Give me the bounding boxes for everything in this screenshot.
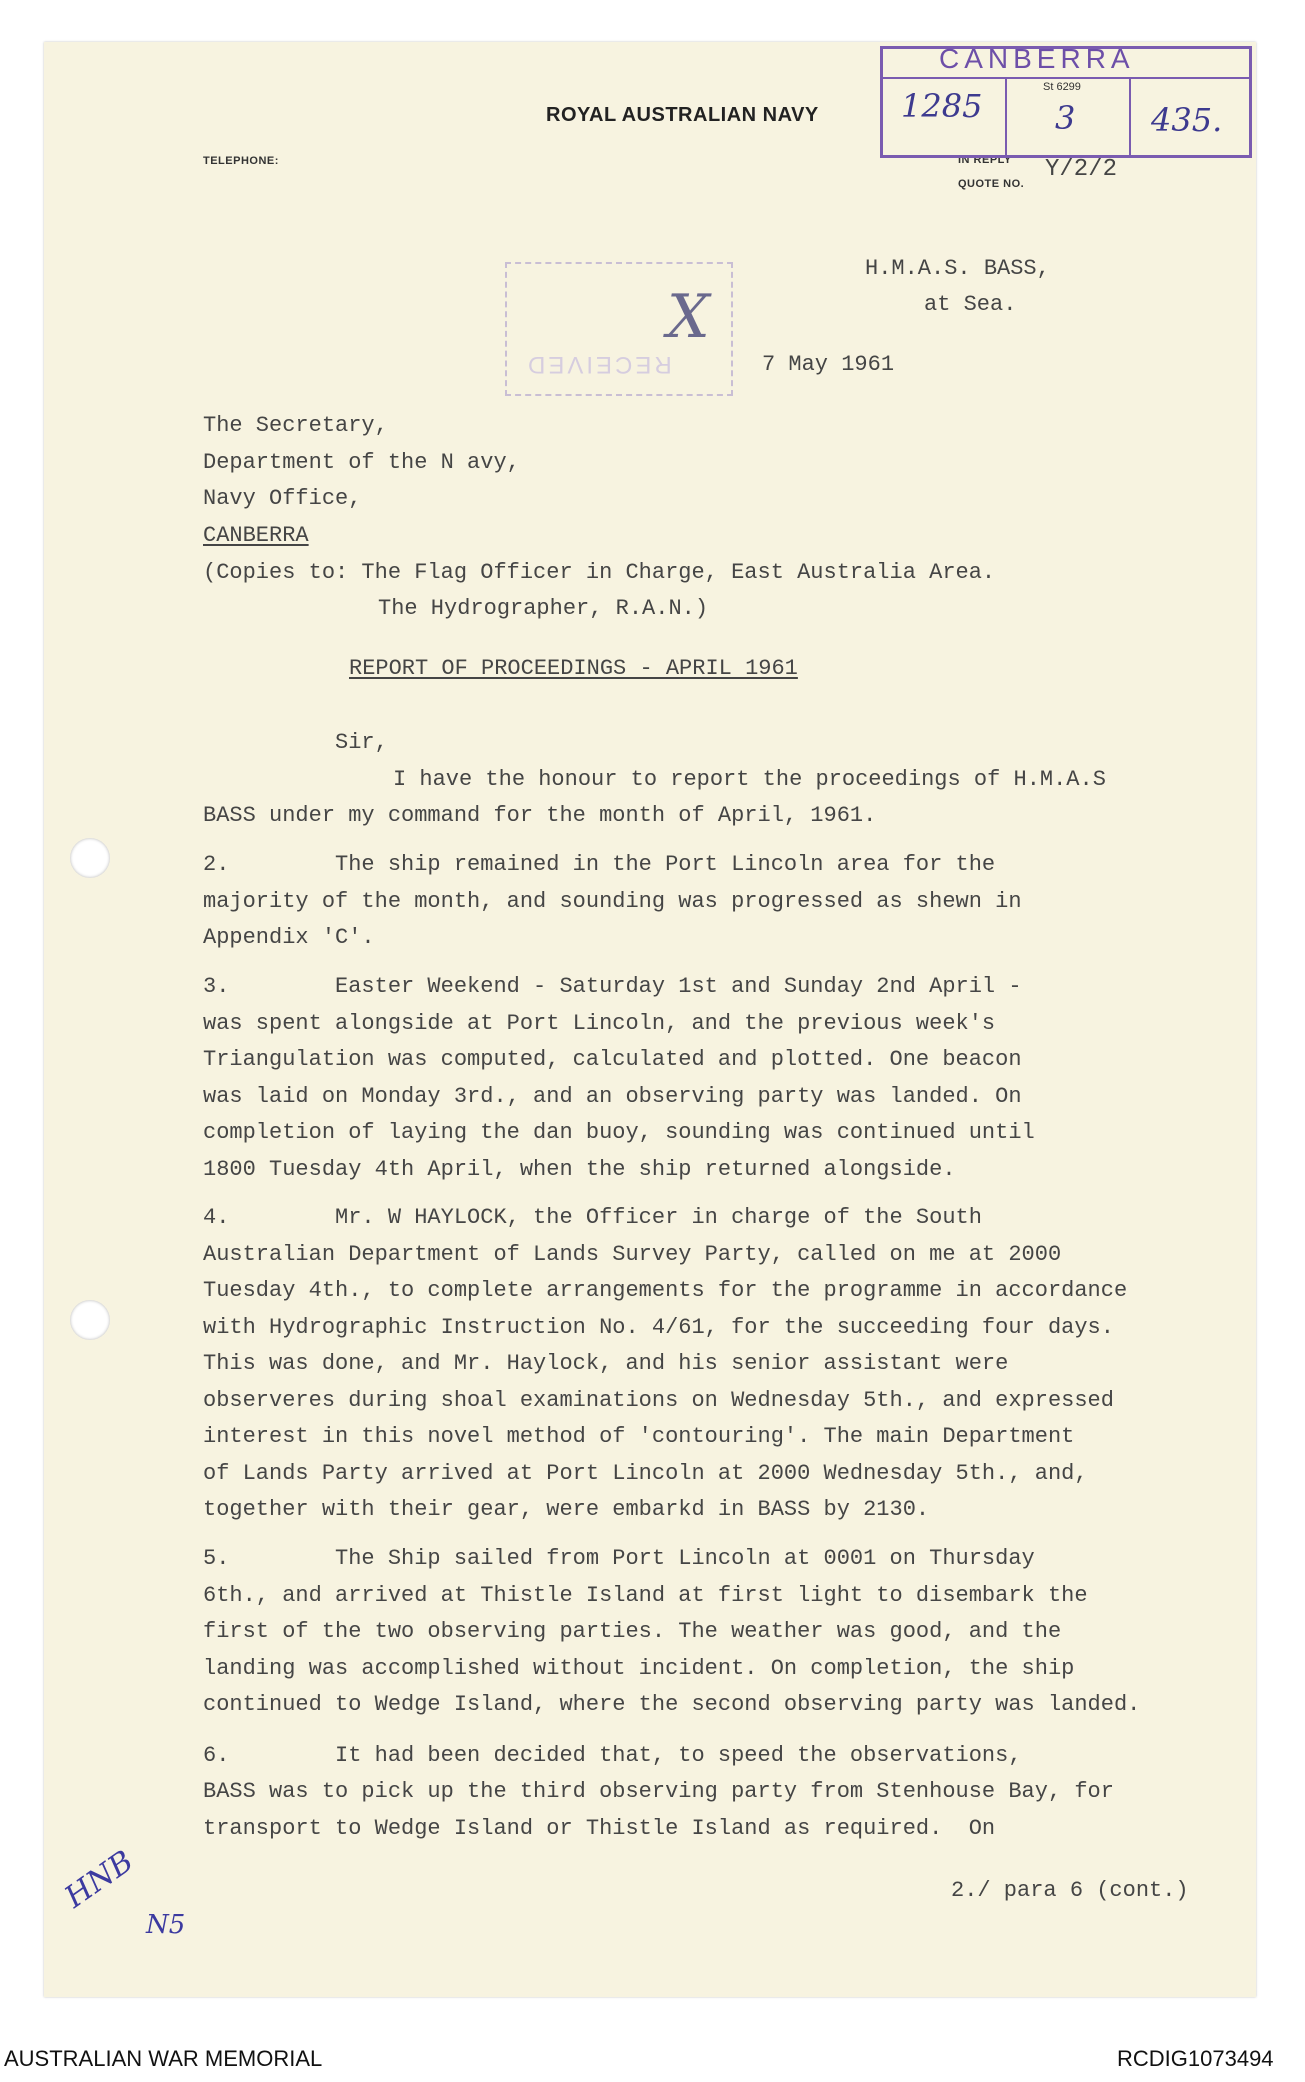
telephone-label: TELEPHONE: <box>203 155 279 167</box>
stamp-heading: CANBERRA <box>939 43 1135 74</box>
received-stamp-mark: X <box>667 282 710 352</box>
addressee-line-2: Department of the N avy, <box>203 450 520 475</box>
stamp-cell-divider-2 <box>1129 79 1131 155</box>
in-reply-label: IN REPLY <box>958 154 1012 166</box>
para-6-line-1: 6. It had been decided that, to speed the observations, <box>203 1743 1022 1768</box>
para-2-line-1: 2. The ship remained in the Port Lincoln area for the <box>203 852 996 877</box>
addressee-line-3: Navy Office, <box>203 486 362 511</box>
archive-footer-left: AUSTRALIAN WAR MEMORIAL <box>4 2046 323 2071</box>
para-3-line-6: 1800 Tuesday 4th April, when the ship returned alongside. <box>203 1157 956 1182</box>
addressee-line-4: CANBERRA <box>203 523 309 548</box>
para-4-line-5: This was done, and Mr. Haylock, and his senior assistant were <box>203 1351 1009 1376</box>
quote-number: Y/2/2 <box>1045 156 1118 183</box>
sender-ship: H.M.A.S. BASS, <box>865 256 1050 281</box>
sender-location: at Sea. <box>924 292 1017 317</box>
handwritten-mark: N5 <box>146 1910 186 1940</box>
stamp-divider <box>883 77 1249 79</box>
para-5-line-4: landing was accomplished without incident. On completion, the ship <box>203 1656 1075 1681</box>
registry-stamp <box>880 43 1252 158</box>
salutation: Sir, <box>335 730 388 755</box>
para-4-line-9: together with their gear, were embarkd in BASS by 2130. <box>203 1497 930 1522</box>
archive-footer-right: RCDIG1073494 <box>1117 2046 1274 2071</box>
para-1-line-2: BASS under my command for the month of April, 1961. <box>203 803 877 828</box>
addressee-line-1: The Secretary, <box>203 413 388 438</box>
letterhead-title: ROYAL AUSTRALIAN NAVY <box>546 104 819 126</box>
stamp-cell-1: 1285 <box>901 87 983 125</box>
para-4-line-6: observeres during shoal examinations on Wednesday 5th., and expressed <box>203 1388 1114 1413</box>
para-4-line-4: with Hydrographic Instruction No. 4/61, for the succeeding four days. <box>203 1315 1114 1340</box>
para-2-line-2: majority of the month, and sounding was progressed as shewn in <box>203 889 1022 914</box>
quote-no-label: QUOTE NO. <box>958 178 1025 190</box>
stamp-cell-divider-1 <box>1005 79 1007 155</box>
report-subject: REPORT OF PROCEEDINGS - APRIL 1961 <box>349 656 798 681</box>
para-2-line-3: Appendix 'C'. <box>203 925 375 950</box>
para-4-line-2: Australian Department of Lands Survey Party, called on me at 2000 <box>203 1242 1062 1267</box>
punch-hole-bottom <box>70 1300 110 1340</box>
para-3-line-3: Triangulation was computed, calculated and plotted. One beacon <box>203 1047 1022 1072</box>
para-3-line-1: 3. Easter Weekend - Saturday 1st and Sunday 2nd April - <box>203 974 1022 999</box>
received-stamp-text: RECEIVED <box>525 351 672 378</box>
para-5-line-3: first of the two observing parties. The weather was good, and the <box>203 1619 1062 1644</box>
copies-line-2: The Hydrographer, R.A.N.) <box>378 596 709 621</box>
para-5-line-5: continued to Wedge Island, where the second observing party was landed. <box>203 1692 1141 1717</box>
para-4-line-7: interest in this novel method of 'contouring'. The main Department <box>203 1424 1075 1449</box>
para-4-line-8: of Lands Party arrived at Port Lincoln at 2000 Wednesday 5th., and, <box>203 1461 1088 1486</box>
para-4-line-1: 4. Mr. W HAYLOCK, the Officer in charge of the South <box>203 1205 982 1230</box>
para-1-line-1: I have the honour to report the proceedings of H.M.A.S <box>393 767 1106 792</box>
handwritten-initials: HNB <box>58 1843 140 1916</box>
copies-line-1: (Copies to: The Flag Officer in Charge, East Australia Area. <box>203 560 996 585</box>
para-6-line-2: BASS was to pick up the third observing party from Stenhouse Bay, for <box>203 1779 1114 1804</box>
para-5-line-1: 5. The Ship sailed from Port Lincoln at 0001 on Thursday <box>203 1546 1035 1571</box>
para-3-line-5: completion of laying the dan buoy, sounding was continued until <box>203 1120 1035 1145</box>
received-stamp <box>505 262 733 396</box>
punch-hole-top <box>70 838 110 878</box>
stamp-cell-2: 3 <box>1055 99 1076 137</box>
para-3-line-2: was spent alongside at Port Lincoln, and the previous week's <box>203 1011 996 1036</box>
para-5-line-2: 6th., and arrived at Thistle Island at first light to disembark the <box>203 1583 1088 1608</box>
letter-date: 7 May 1961 <box>762 352 895 377</box>
para-6-line-3: transport to Wedge Island or Thistle Island as required. On <box>203 1816 996 1841</box>
stamp-cell-3: 435. <box>1151 101 1223 139</box>
para-4-line-3: Tuesday 4th., to complete arrangements for the programme in accordance <box>203 1278 1128 1303</box>
stamp-sub: St 6299 <box>1043 81 1081 93</box>
para-3-line-4: was laid on Monday 3rd., and an observing party was landed. On <box>203 1084 1022 1109</box>
continuation-note: 2./ para 6 (cont.) <box>951 1878 1189 1903</box>
